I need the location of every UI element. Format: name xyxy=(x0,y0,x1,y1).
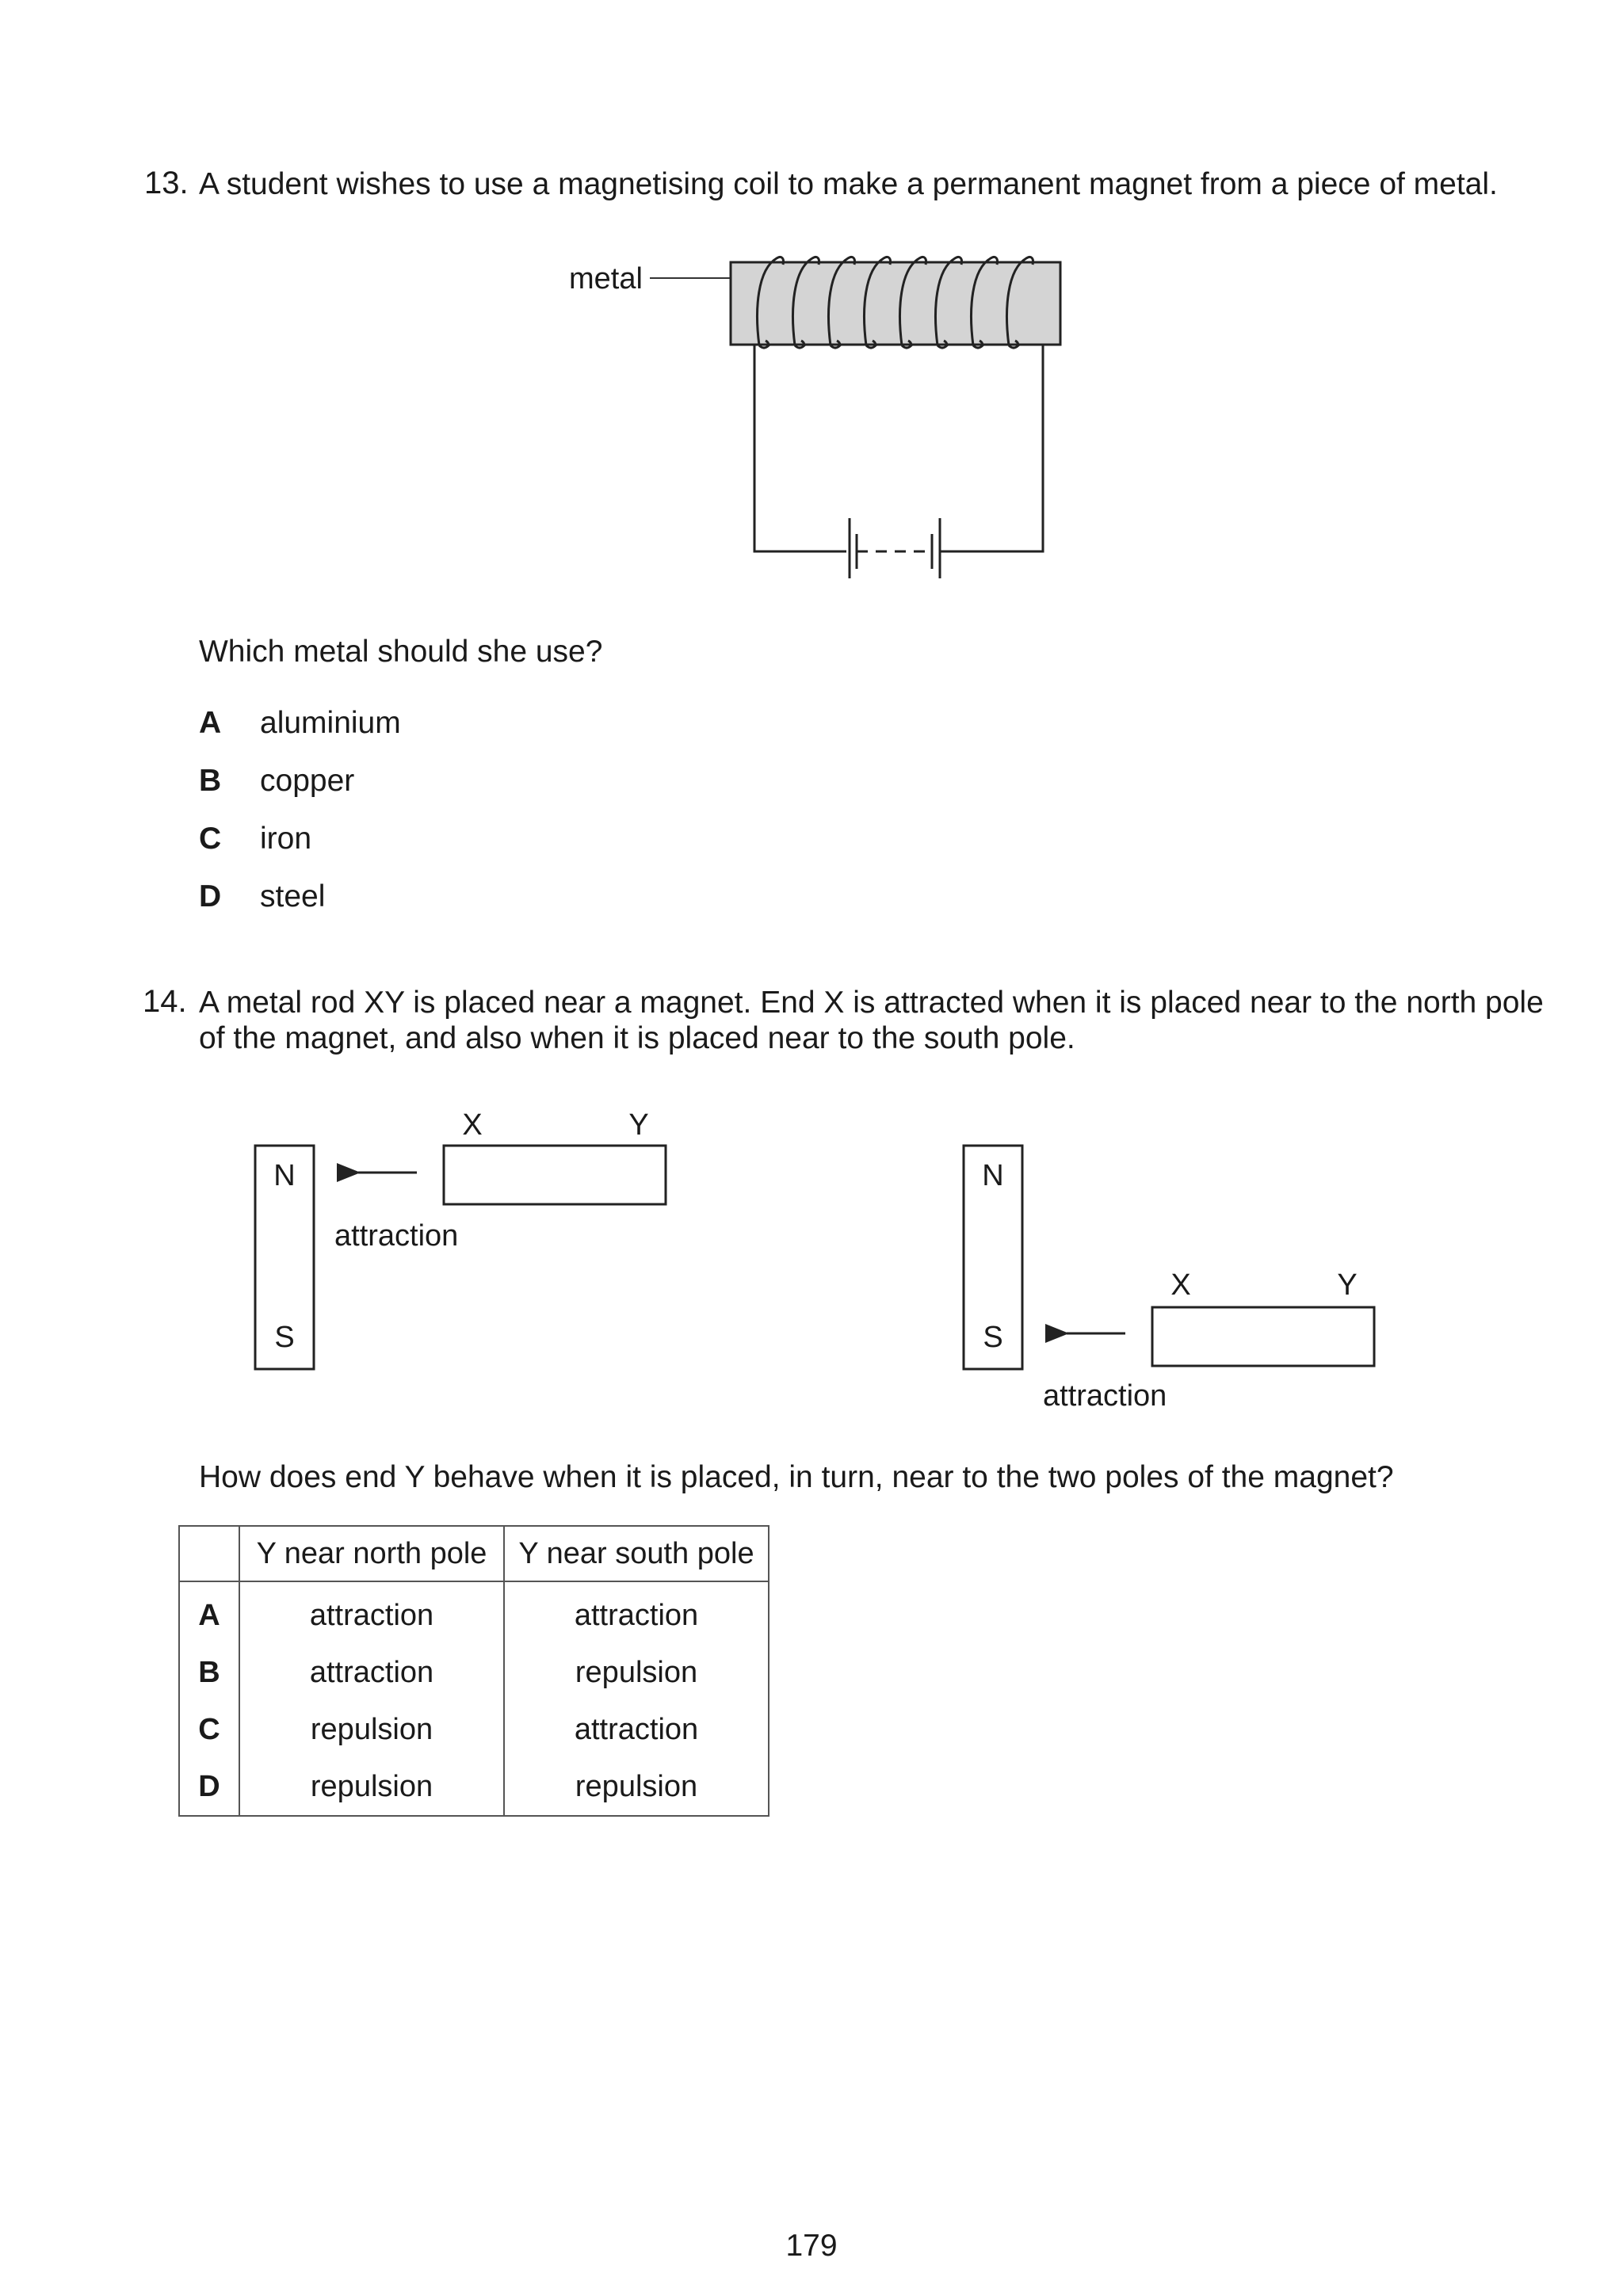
q13-number: 13. xyxy=(144,166,189,200)
table-row xyxy=(179,1758,769,1816)
row-letter: C xyxy=(179,1701,239,1758)
row-south-cell: attraction xyxy=(504,1701,769,1758)
rod-end-x-left: X xyxy=(462,1108,483,1142)
row-letter: D xyxy=(179,1758,239,1816)
table-header-blank xyxy=(179,1526,239,1581)
metal-rod-left xyxy=(444,1146,666,1204)
q14-stem-line-1: A metal rod XY is placed near a magnet. End X is attracted when it is placed near to the north pole xyxy=(199,986,1544,1020)
option-letter-c: C xyxy=(199,822,222,856)
metal-label: metal xyxy=(569,262,643,296)
attraction-label-right: attraction xyxy=(1043,1379,1167,1413)
table-header-north: Y near north pole xyxy=(239,1526,504,1581)
option-letter-b: B xyxy=(199,764,222,798)
pole-n-right: N xyxy=(982,1159,1004,1192)
pole-n-left: N xyxy=(273,1159,296,1192)
option-letter-a: A xyxy=(199,706,222,740)
q14-stem-line-2: of the magnet, and also when it is placed near to the south pole. xyxy=(199,1021,1075,1055)
rod-end-x-right: X xyxy=(1170,1268,1191,1302)
option-text-d: steel xyxy=(260,879,326,913)
table-header-south: Y near south pole xyxy=(504,1526,769,1581)
q13-question: Which metal should she use? xyxy=(199,635,603,669)
table-header-row xyxy=(179,1526,769,1581)
metal-rod-right xyxy=(1152,1307,1374,1366)
rod-end-y-left: Y xyxy=(628,1108,649,1142)
page-number: 179 xyxy=(785,2229,838,2263)
option-letter-d: D xyxy=(199,879,222,913)
row-letter: A xyxy=(179,1581,239,1644)
q13-stem: A student wishes to use a magnetising coil to make a permanent magnet from a piece of metal. xyxy=(199,167,1498,201)
row-south-cell: repulsion xyxy=(504,1644,769,1701)
table-row xyxy=(179,1644,769,1701)
q14-number: 14. xyxy=(143,984,187,1019)
pole-s-right: S xyxy=(983,1321,1003,1354)
row-letter: B xyxy=(179,1644,239,1701)
row-south-cell: attraction xyxy=(504,1581,769,1644)
row-north-cell: repulsion xyxy=(239,1701,504,1758)
row-north-cell: repulsion xyxy=(239,1758,504,1816)
q14-question: How does end Y behave when it is placed, in turn, near to the two poles of the magnet? xyxy=(199,1460,1394,1494)
table-row xyxy=(179,1701,769,1758)
table-row xyxy=(179,1581,769,1644)
row-north-cell: attraction xyxy=(239,1581,504,1644)
rod-end-y-right: Y xyxy=(1337,1268,1358,1302)
answer-table xyxy=(178,1525,769,1817)
row-north-cell: attraction xyxy=(239,1644,504,1701)
option-text-b: copper xyxy=(260,764,355,798)
attraction-label-left: attraction xyxy=(334,1219,459,1253)
option-text-a: aluminium xyxy=(260,706,401,740)
pole-s-left: S xyxy=(274,1321,295,1354)
option-text-c: iron xyxy=(260,822,312,856)
row-south-cell: repulsion xyxy=(504,1758,769,1816)
